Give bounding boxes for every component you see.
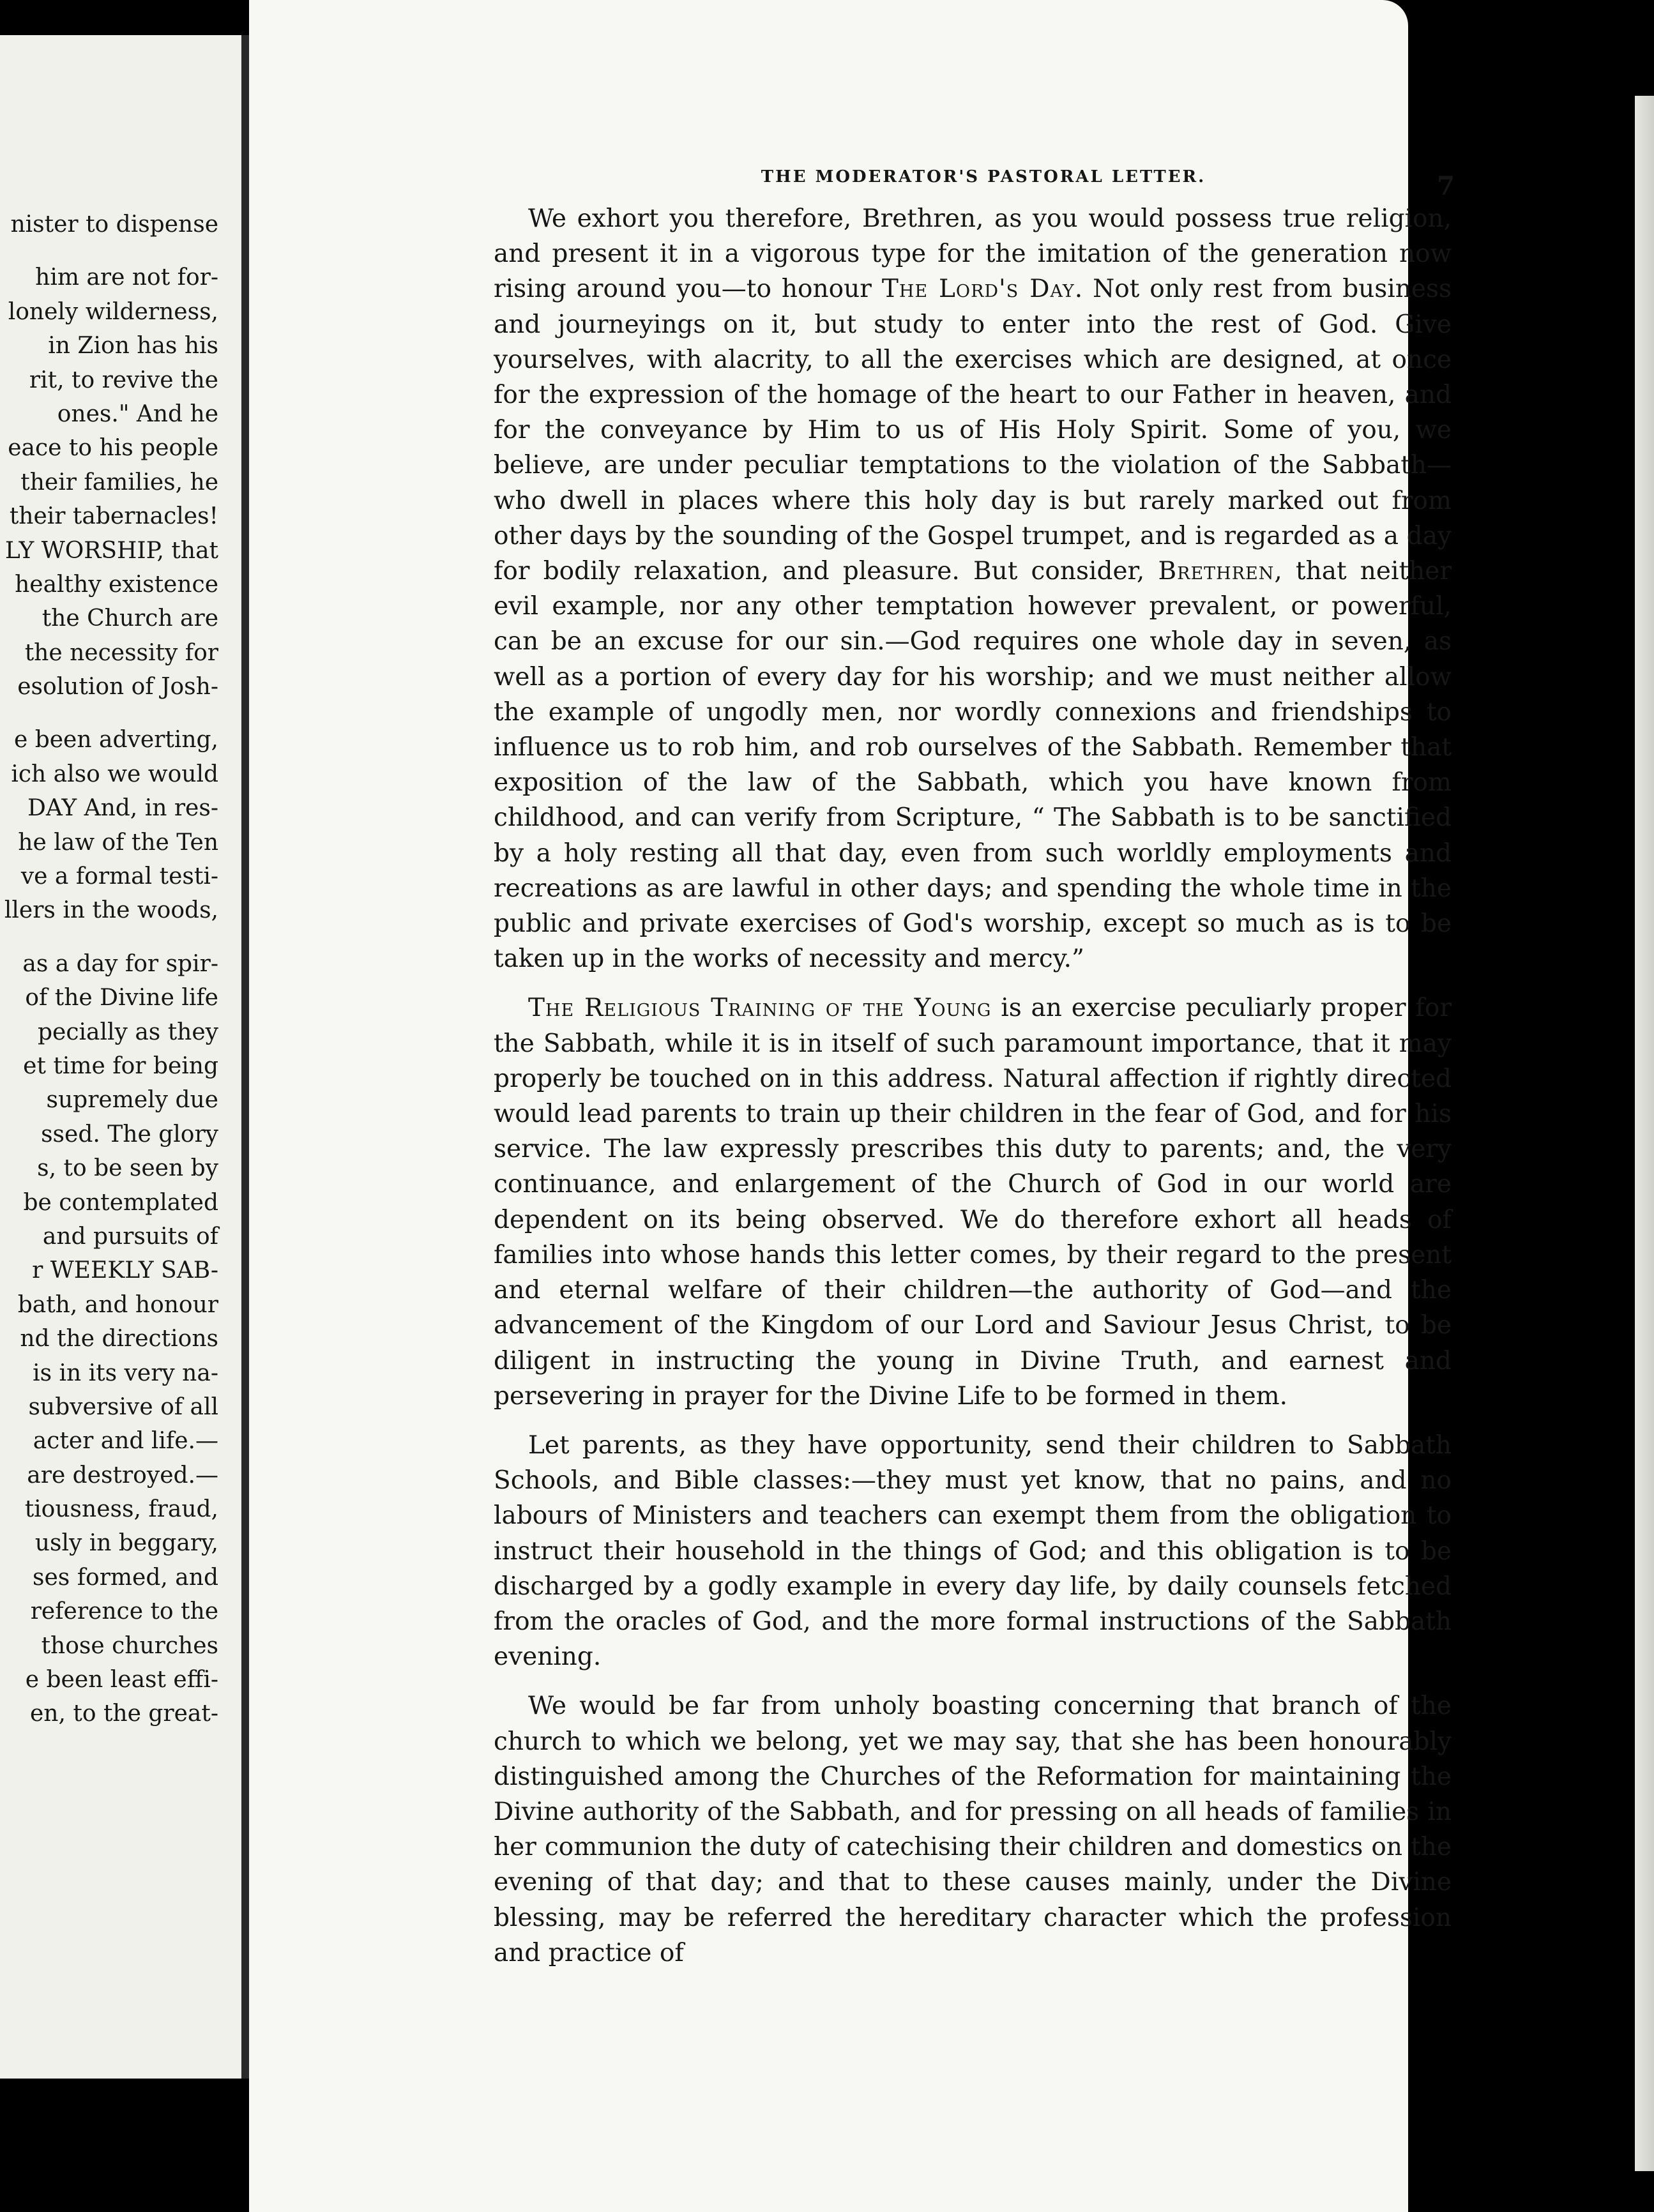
left-column-line: in Zion has his [48,333,218,360]
left-column-line: and pursuits of [42,1223,218,1250]
book-gutter [241,35,249,2079]
left-column-line: e been least effi- [25,1667,218,1693]
left-column-line: rit, to revive the [29,367,218,393]
left-column-line: nd the directions [20,1326,218,1352]
left-column-line: is in its very na- [33,1360,218,1386]
left-column-line: their tabernacles! [9,503,218,530]
left-column-line: reference to the [30,1598,218,1625]
small-caps-religious-training: The Religious Training of the Young [528,994,992,1023]
left-column-line: he law of the Ten [18,829,218,856]
left-column-line: en, to the great- [29,1701,218,1727]
left-column-line [1,241,218,261]
left-column-line: of the Divine life [25,985,218,1011]
paragraph-parents: Let parents, as they have opportunity, send their children to Sabbath Schools, and Bible classes:—they must yet know, that no pains, and no labours of Ministers and teachers can exempt them from the obligation to instruct their household in the things of God; and this obligation is to be discharged by a godly example in every day life, by daily counsels fetched from the oracles of God, and the more formal instructions of the Sabbath evening. [494,1430,1452,1672]
left-column-line: lonely wilderness, [8,298,218,325]
small-caps-lords-day: The Lord's Day [881,275,1075,304]
left-column-line: ones." And he [57,400,218,427]
left-column-line: are destroyed.— [27,1462,218,1489]
left-column-line: acter and life.— [33,1428,218,1455]
left-column-line [1,928,218,947]
running-header: THE MODERATOR'S PASTORAL LETTER. [761,167,1206,186]
left-column-line [1,704,218,723]
text-span: is an exercise peculiarly proper for the Sabbath, while it is in itself of such paramount importance, that it may properly be touched on in this address. Natural affection if rightly directed would lead parents to train up their children in the fear of God, and for his service. The law expressly prescribes this duty to parents; and, the very continuance, and enlargement of the Church of God in our world are dependent on its being observed. We do therefore exhort all heads of families into whose hands this letter comes, by their regard to the present and eternal welfare of their children—the authority of God—and the advancement of the Kingdom of our Lord and Saviour Jesus Christ, to be diligent in instructing the young in Divine Truth, and earnest and persevering in prayer for the Divine Life to be formed in them. [494,994,1452,1411]
left-column-line: et time for being [23,1052,218,1079]
left-column-line: those churches [41,1632,218,1659]
left-column-line: r WEEKLY SAB- [32,1257,218,1284]
text-span: . Not only rest from business and journeyings on it, but study to enter into the rest of God. Give yourselves, with alacrity, to all the exercises which are designed, at once for the expression of the homage of the heart to our Father in heaven, and for the conveyance by Him to us of His Holy Spirit. Some of you, we believe, are under peculiar temptations to the violation of the Sabbath—who dwell in places where this holy day is but rarely marked out from other days by the sounding of the Gospel trumpet, and is regarded as a day for bodily relaxation, and pleasure. But consider, [494,275,1452,586]
paragraph-church-boasting: We would be far from unholy boasting concerning that branch of the church to which we belong, yet we may say, that she has been honourably distinguished among the Churches of the Reformation for maintaining the Divine authority of the Sabbath, and for pressing on all heads of families in her communion the duty of catechising their children and domestics on the evening of that day; and that to these causes mainly, under the Divine blessing, may be referred the hereditary character which the profession and practice of [494,1692,1452,1967]
paragraph-religious-training [494,990,1452,1413]
left-column-line: eace to his people [8,435,218,462]
left-column-line: ssed. The glory [41,1121,218,1148]
left-column-line: their families, he [20,469,218,496]
right-page [249,0,1455,2212]
page-edge-shadow [1635,96,1654,2171]
text-span: , that neither evil example, nor any other temptation however prevalent, or powerful, can be an excuse for our sin.—God requires one whole day in seven, as well as a portion of every day for his worship; and we must neither allow the example of ungodly men, nor wordly connexions and friendships to influence us to rob him, and rob ourselves of the Sabbath. Remember that exposition of the law of the Sabbath, which you have known from childhood, and can verify from Scripture, “ The Sabbath is to be sanctified by a holy resting all that day, even from such worldly employments and recreations as are lawful in other days; and spending the whole time in the public and private exercises of God's worship, except so much as is to be taken up in the works of necessity and mercy.” [494,557,1452,974]
left-column-line: nister to dispense [10,211,218,238]
left-column-line: pecially as they [38,1019,218,1045]
paragraph-lords-day [494,201,1452,976]
left-column-line: s, to be seen by [37,1155,218,1182]
left-column-line: be contemplated [23,1189,218,1216]
text-span: We exhort you therefore, Brethren, as you would possess true religion, and present it in a vigorous type for the imitation of the generation now rising around you—to honour [494,204,1452,304]
left-column-line: as a day for spir- [22,950,218,977]
left-column-line: tiousness, fraud, [24,1496,218,1523]
left-column-line: llers in the woods, [4,897,218,924]
left-column-line: bath, and honour [17,1291,218,1318]
left-column-line: usly in beggary, [34,1530,218,1557]
left-column-line: DAY And, in res- [27,795,218,822]
left-column-line: LY WORSHIP, that [4,537,218,564]
left-column-line: subversive of all [28,1393,218,1420]
left-column-line: ich also we would [11,761,218,787]
left-column-line: him are not for- [35,264,218,291]
left-column-line: esolution of Josh- [17,674,218,701]
small-caps-brethren: Brethren [1158,557,1275,586]
left-column-line: supremely due [46,1087,218,1114]
page-number: 7 [1437,171,1455,201]
left-column-line: ve a formal testi- [20,863,218,890]
left-column-line: the Church are [42,605,218,632]
left-page-fragment [0,35,241,2079]
left-column-line: healthy existence [15,571,218,598]
left-column-line: e been adverting, [13,727,218,754]
left-column-text [1,208,218,1731]
left-column-line: the necessity for [24,639,218,666]
main-text-block [494,201,1452,1985]
left-column-line: ses formed, and [33,1564,218,1591]
